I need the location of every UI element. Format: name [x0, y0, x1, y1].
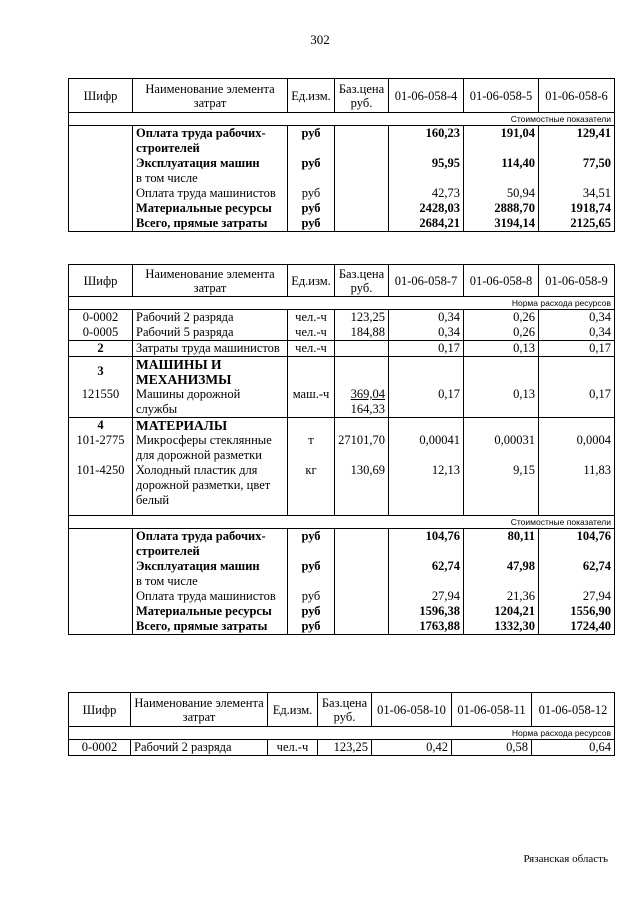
row-code: 101-2775: [69, 433, 133, 463]
row-unit: руб: [288, 604, 335, 619]
row-value: 34,51: [539, 186, 615, 201]
row-name: Всего, прямые затраты: [133, 216, 288, 232]
row-price: 369,04: [350, 387, 385, 401]
row-value: 129,41: [539, 126, 615, 157]
page-number: 302: [310, 32, 330, 47]
row-price-secondary: 164,33: [350, 402, 385, 416]
row-value: 0,64: [532, 740, 615, 756]
row-value: 0,34: [389, 310, 464, 326]
header-unit: Ед.изм.: [288, 265, 335, 297]
table-row: [69, 201, 615, 216]
row-value: 1763,88: [389, 619, 464, 635]
row-value: 27,94: [539, 589, 615, 604]
row-unit: руб: [288, 559, 335, 589]
table-row: [69, 529, 615, 560]
row-unit: маш.-ч: [288, 387, 335, 418]
row-value: 1204,21: [464, 604, 539, 619]
row-value: 11,83: [539, 463, 615, 516]
row-name: Эксплуатация машин: [136, 156, 260, 170]
row-note: в том числе: [136, 171, 198, 185]
row-name: Рабочий 5 разряда: [133, 325, 288, 341]
header-col: 01-06-058-5: [464, 79, 539, 113]
header-col: 01-06-058-4: [389, 79, 464, 113]
row-value: 0,13: [464, 341, 539, 357]
section-row: [69, 357, 615, 388]
row-unit: чел.-ч: [288, 341, 335, 357]
row-value: 104,76: [389, 529, 464, 560]
row-name: Затраты труда машинистов: [133, 341, 288, 357]
header-code: Шифр: [69, 79, 133, 113]
row-note: в том числе: [136, 574, 198, 588]
table-row: [69, 156, 615, 186]
row-value: 1332,30: [464, 619, 539, 635]
table-row: [69, 216, 615, 232]
row-name: Эксплуатация машин: [136, 559, 260, 573]
section-code: 4: [69, 418, 133, 434]
row-value: 80,11: [464, 529, 539, 560]
row-value: 1596,38: [389, 604, 464, 619]
resource-table-2: [68, 264, 615, 635]
row-code: 121550: [69, 387, 133, 418]
row-value: 0,17: [539, 341, 615, 357]
row-name: Материальные ресурсы: [133, 201, 288, 216]
row-value: 0,00041: [389, 433, 464, 463]
row-name: Холодный пластик для дорожной разметки, цвет белый: [133, 463, 288, 516]
table-row: [69, 186, 615, 201]
header-unit: Ед.изм.: [288, 79, 335, 113]
table-row: [69, 589, 615, 604]
row-price: 123,25: [318, 740, 372, 756]
section-name: МАТЕРИАЛЫ: [133, 418, 288, 434]
cost-table-1: [68, 78, 615, 232]
resource-table-3: [68, 692, 615, 756]
row-unit: т: [288, 433, 335, 463]
subheader: Норма расхода ресурсов: [69, 727, 615, 740]
table-row: [69, 126, 615, 157]
row-value: 95,95: [389, 156, 464, 186]
header-unit: Ед.изм.: [268, 693, 318, 727]
row-unit: чел.-ч: [268, 740, 318, 756]
row-price: 130,69: [335, 463, 389, 516]
row-value: 0,26: [464, 310, 539, 326]
table-row: [69, 310, 615, 326]
row-unit: руб: [288, 201, 335, 216]
row-unit: руб: [288, 156, 335, 186]
row-unit: чел.-ч: [288, 310, 335, 326]
table-row: [69, 619, 615, 635]
row-value: 0,00031: [464, 433, 539, 463]
row-price: 123,25: [335, 310, 389, 326]
row-value: 0,17: [539, 387, 615, 418]
row-value: 21,36: [464, 589, 539, 604]
row-value: 160,23: [389, 126, 464, 157]
row-value: 9,15: [464, 463, 539, 516]
table-row: [69, 433, 615, 463]
row-value: 0,17: [389, 341, 464, 357]
section-name: МАШИНЫ И МЕХАНИЗМЫ: [133, 357, 288, 388]
section-code: 3: [69, 357, 133, 388]
row-unit: руб: [288, 619, 335, 635]
table-row: [69, 341, 615, 357]
row-value: 0,34: [539, 310, 615, 326]
row-code: 0-0002: [69, 310, 133, 326]
row-value: 191,04: [464, 126, 539, 157]
header-col: 01-06-058-11: [452, 693, 532, 727]
row-name: Материальные ресурсы: [133, 604, 288, 619]
header-name: Наименование элемента затрат: [133, 79, 288, 113]
row-unit: чел.-ч: [288, 325, 335, 341]
table-row: [69, 604, 615, 619]
header-price: Баз.цена руб.: [335, 79, 389, 113]
row-name: Оплата труда машинистов: [133, 589, 288, 604]
table-row: [69, 463, 615, 516]
row-name: Микросферы стеклянные для дорожной разметки: [133, 433, 288, 463]
row-name: Рабочий 2 разряда: [131, 740, 268, 756]
row-value: 1918,74: [539, 201, 615, 216]
row-value: 0,34: [389, 325, 464, 341]
table-header-row: [69, 79, 615, 113]
row-unit: руб: [288, 186, 335, 201]
header-col: 01-06-058-10: [372, 693, 452, 727]
row-price: [335, 341, 389, 357]
row-value: 2684,21: [389, 216, 464, 232]
row-price: 27101,70: [335, 433, 389, 463]
header-col: 01-06-058-9: [539, 265, 615, 297]
row-value: 2888,70: [464, 201, 539, 216]
table-header-row: [69, 265, 615, 297]
header-col: 01-06-058-7: [389, 265, 464, 297]
row-value: 47,98: [464, 559, 539, 589]
subheader: Стоимостные показатели: [69, 113, 615, 126]
row-value: 77,50: [539, 156, 615, 186]
row-value: 0,13: [464, 387, 539, 418]
row-value: 1724,40: [539, 619, 615, 635]
row-name: Рабочий 2 разряда: [133, 310, 288, 326]
subheader: Норма расхода ресурсов: [69, 297, 615, 310]
header-price: Баз.цена руб.: [318, 693, 372, 727]
header-col: 01-06-058-12: [532, 693, 615, 727]
row-value: 2125,65: [539, 216, 615, 232]
row-value: 3194,14: [464, 216, 539, 232]
row-value: 62,74: [389, 559, 464, 589]
row-value: 104,76: [539, 529, 615, 560]
row-name: Оплата труда рабочих-строителей: [133, 529, 288, 560]
row-price: 184,88: [335, 325, 389, 341]
row-unit: руб: [288, 216, 335, 232]
row-code: 0-0005: [69, 325, 133, 341]
row-value: 0,17: [389, 387, 464, 418]
row-value: 27,94: [389, 589, 464, 604]
row-name: Оплата труда рабочих-строителей: [133, 126, 288, 157]
row-value: 0,58: [452, 740, 532, 756]
row-value: 50,94: [464, 186, 539, 201]
row-value: 0,34: [539, 325, 615, 341]
row-name: Машины дорожной службы: [133, 387, 288, 418]
table-row: [69, 559, 615, 589]
table-row: [69, 325, 615, 341]
row-value: 1556,90: [539, 604, 615, 619]
header-code: Шифр: [69, 693, 131, 727]
row-value: 0,0004: [539, 433, 615, 463]
row-value: 42,73: [389, 186, 464, 201]
row-unit: руб: [288, 126, 335, 157]
table-row: [69, 387, 615, 418]
region-footer: Рязанская область: [523, 853, 608, 865]
table-row: [69, 740, 615, 756]
row-code: 101-4250: [69, 463, 133, 516]
row-name: Оплата труда машинистов: [133, 186, 288, 201]
header-col: 01-06-058-8: [464, 265, 539, 297]
row-value: 0,42: [372, 740, 452, 756]
header-price: Баз.цена руб.: [335, 265, 389, 297]
row-name: Всего, прямые затраты: [133, 619, 288, 635]
header-name: Наименование элемента затрат: [131, 693, 268, 727]
section-row: [69, 418, 615, 434]
row-code: 2: [69, 341, 133, 357]
header-code: Шифр: [69, 265, 133, 297]
header-col: 01-06-058-6: [539, 79, 615, 113]
row-value: 114,40: [464, 156, 539, 186]
row-unit: руб: [288, 529, 335, 560]
header-name: Наименование элемента затрат: [133, 265, 288, 297]
row-value: 2428,03: [389, 201, 464, 216]
table-header-row: [69, 693, 615, 727]
row-value: 12,13: [389, 463, 464, 516]
row-unit: кг: [288, 463, 335, 516]
row-unit: руб: [288, 589, 335, 604]
row-value: 62,74: [539, 559, 615, 589]
row-code: 0-0002: [69, 740, 131, 756]
subheader: Стоимостные показатели: [69, 516, 615, 529]
row-value: 0,26: [464, 325, 539, 341]
